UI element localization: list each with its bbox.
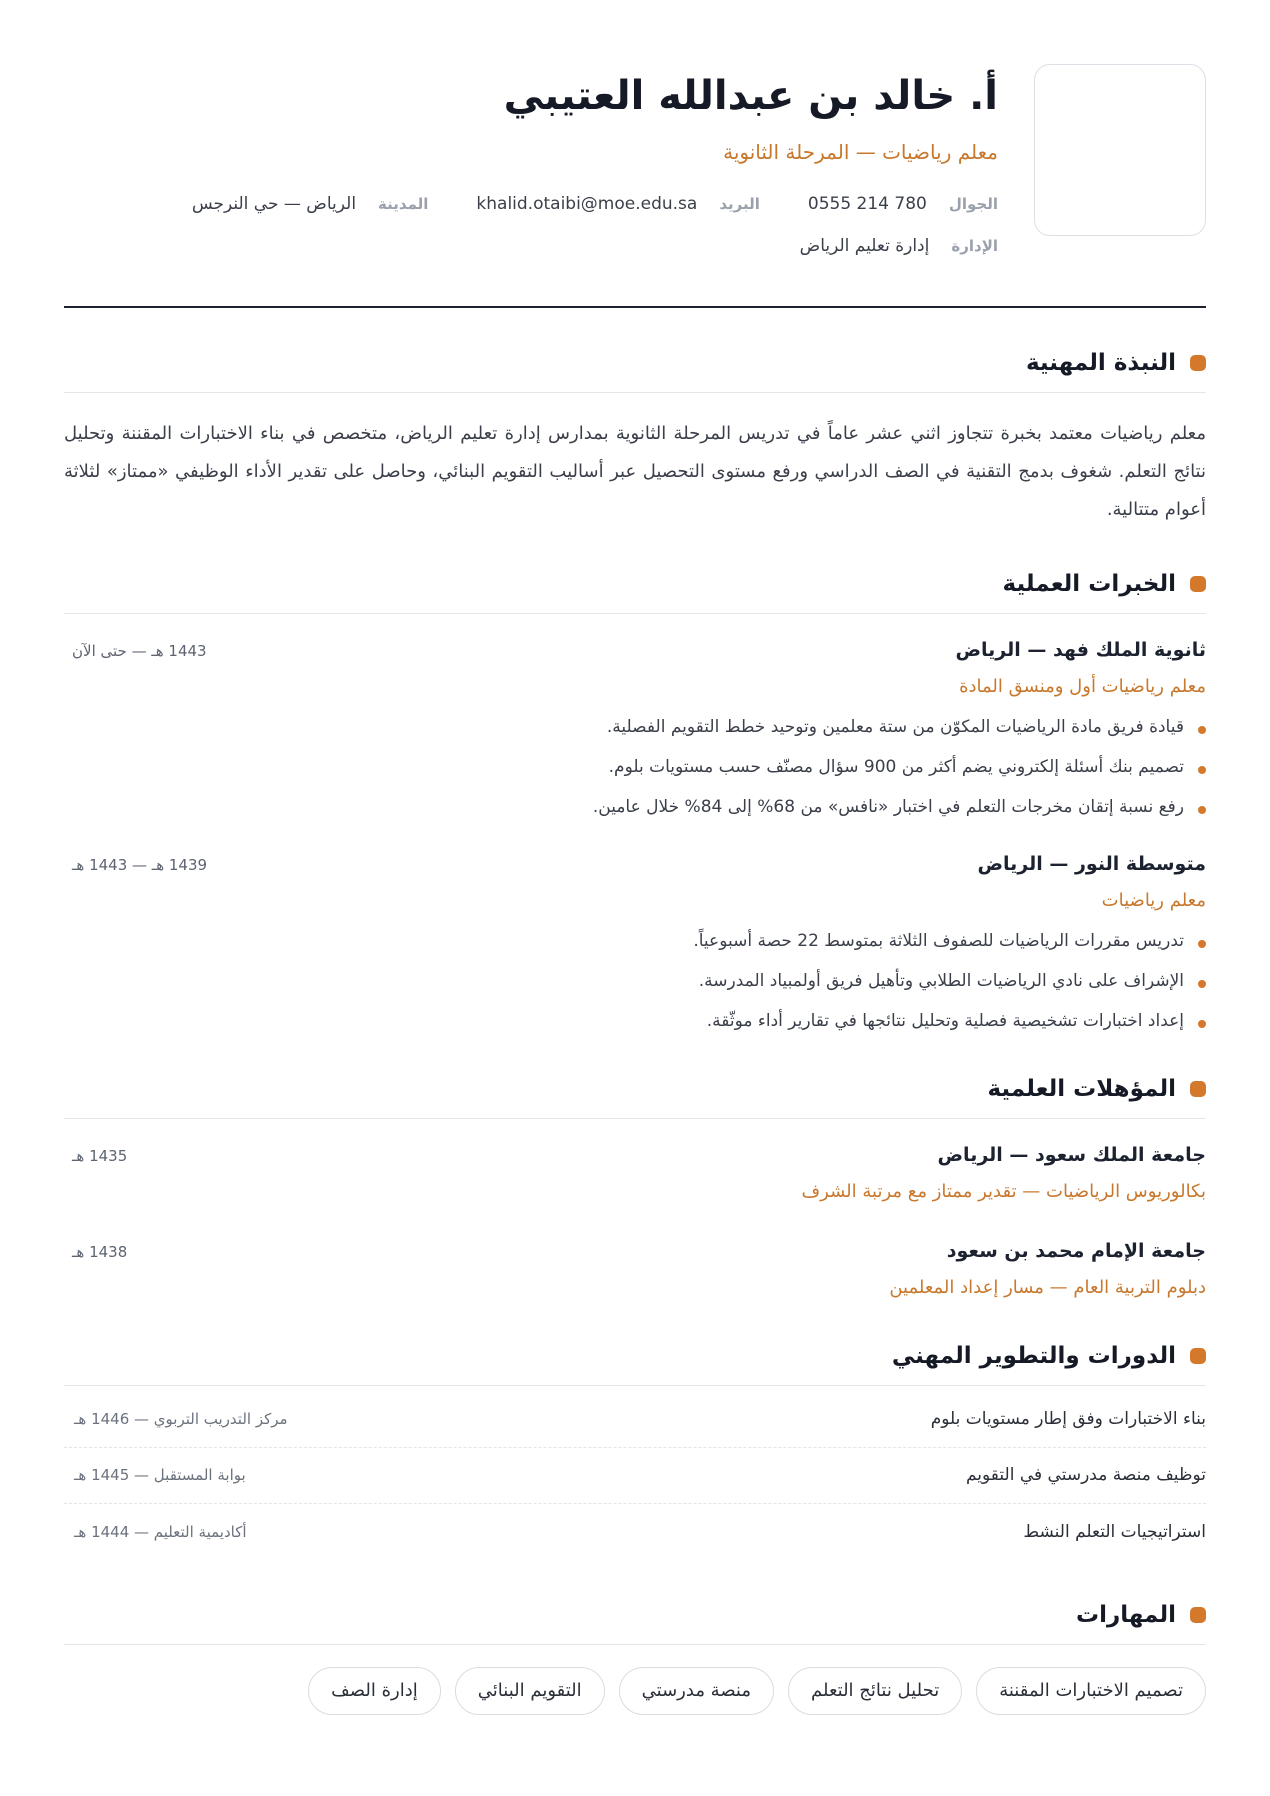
bullet-dot-icon	[1198, 766, 1206, 774]
skill-chip: تصميم الاختبارات المقننة	[976, 1667, 1206, 1715]
summary-text: معلم رياضيات معتمد بخبرة تتجاوز اثني عشر عاماً في تدريس المرحلة الثانوية بمدارس إدارة تعليم الرياض، متخصص في بناء الاختبارات المقننة وتحليل نتائج التعلم. شغوف بدمج التقنية في الصف الدراسي ورفع مستوى التحصيل عبر أساليب التقويم البنائي، وحاصل على تقدير الأداء الوظيفي «ممتاز» لثلاثة أعوام متتالية.	[64, 422, 1206, 520]
section-header	[64, 1341, 1206, 1386]
section-header	[64, 569, 1206, 614]
bullet-list	[64, 928, 1206, 1034]
course-name: استراتيجيات التعلم النشط	[1023, 1521, 1206, 1542]
section-header	[64, 1074, 1206, 1119]
contact-label: المدينة	[378, 195, 429, 213]
entry-date: 1439 هـ — 1443 هـ	[72, 855, 208, 874]
contact-row-2	[64, 234, 998, 258]
entry-top	[64, 1141, 1206, 1169]
city-value: الرياض — حي النرجس	[191, 194, 357, 214]
list-item	[64, 794, 1206, 820]
section-title: الدورات والتطوير المهني	[891, 1342, 1176, 1369]
bullet-dot-icon	[1198, 940, 1206, 948]
contact-label: الجوال	[948, 195, 998, 213]
list-item	[64, 928, 1206, 954]
resume-header	[64, 64, 1206, 306]
section-bullet-icon	[1190, 355, 1206, 371]
entry-role: معلم رياضيات	[1101, 889, 1206, 911]
skill-chip: التقويم البنائي	[455, 1667, 605, 1715]
contact-row-1	[64, 192, 998, 216]
contact-department	[800, 234, 998, 258]
education-section	[64, 1074, 1206, 1301]
list-item	[64, 968, 1206, 994]
skill-chip: إدارة الصف	[308, 1667, 441, 1715]
section-bullet-icon	[1190, 1348, 1206, 1364]
contact-phone	[808, 192, 998, 216]
courses-section	[64, 1341, 1206, 1560]
bullet-list	[64, 714, 1206, 820]
list-item	[64, 754, 1206, 780]
skill-chip: تحليل نتائج التعلم	[788, 1667, 962, 1715]
section-bullet-icon	[1190, 1607, 1206, 1623]
contact-city	[192, 192, 429, 216]
bullet-text: تدريس مقررات الرياضيات للصفوف الثلاثة بمتوسط 22 حصة أسبوعياً.	[693, 930, 1184, 951]
entry-organization: ثانوية الملك فهد — الرياض	[955, 638, 1206, 661]
entry-institution: جامعة الإمام محمد بن سعود	[946, 1239, 1206, 1262]
entry-top	[64, 850, 1206, 878]
skill-chip: منصة مدرستي	[619, 1667, 774, 1715]
department-value: إدارة تعليم الرياض	[799, 236, 930, 256]
section-header	[64, 1600, 1206, 1645]
phone-value: 0555 214 780	[807, 194, 927, 214]
education-entry	[64, 1141, 1206, 1205]
skills-section	[64, 1600, 1206, 1715]
section-header	[64, 348, 1206, 393]
course-row	[64, 1504, 1206, 1560]
experience-entry	[64, 850, 1206, 1034]
experience-entry	[64, 636, 1206, 820]
entry-top	[64, 1237, 1206, 1265]
section-title: الخبرات العملية	[1002, 570, 1176, 597]
experience-section	[64, 569, 1206, 1034]
contact-email	[476, 192, 759, 216]
entry-role: معلم رياضيات أول ومنسق المادة	[959, 675, 1206, 697]
section-bullet-icon	[1190, 1081, 1206, 1097]
contact-label: البريد	[719, 195, 760, 213]
bullet-text: رفع نسبة إتقان مخرجات التعلم في اختبار «نافس» من 68% إلى 84% خلال عامين.	[592, 796, 1184, 817]
entry-degree: بكالوريوس الرياضيات — تقدير ممتاز مع مرتبة الشرف	[801, 1180, 1206, 1202]
bullet-dot-icon	[1198, 1020, 1206, 1028]
bullet-text: إعداد اختبارات تشخيصية فصلية وتحليل نتائجها في تقارير أداء موثّقة.	[706, 1010, 1184, 1031]
summary-section	[64, 348, 1206, 529]
bullet-text: تصميم بنك أسئلة إلكتروني يضم أكثر من 900 سؤال مصنّف حسب مستويات بلوم.	[608, 756, 1184, 777]
course-meta: بوابة المستقبل — 1445 هـ	[74, 1466, 246, 1484]
course-row	[64, 1448, 1206, 1504]
contact-label: الإدارة	[951, 237, 998, 255]
course-name: توظيف منصة مدرستي في التقويم	[965, 1465, 1206, 1485]
bullet-text: قيادة فريق مادة الرياضيات المكوّن من ستة معلمين وتوحيد خطط التقويم الفصلية.	[606, 716, 1184, 737]
entry-date: 1443 هـ — حتى الآن	[72, 641, 207, 660]
bullet-text: الإشراف على نادي الرياضيات الطلابي وتأهيل فريق أولمبياد المدرسة.	[698, 970, 1184, 991]
list-item	[64, 1008, 1206, 1034]
profile-photo-placeholder	[1034, 64, 1206, 236]
course-meta: أكاديمية التعليم — 1444 هـ	[74, 1522, 247, 1541]
course-name: بناء الاختبارات وفق إطار مستويات بلوم	[930, 1409, 1206, 1429]
list-item	[64, 714, 1206, 740]
bullet-dot-icon	[1198, 980, 1206, 988]
entry-date: 1435 هـ	[72, 1146, 128, 1165]
course-meta: مركز التدريب التربوي — 1446 هـ	[74, 1410, 288, 1428]
entry-date: 1438 هـ	[72, 1242, 128, 1261]
course-row	[64, 1392, 1206, 1448]
entry-top	[64, 636, 1206, 664]
section-title: المهارات	[1076, 1601, 1176, 1628]
section-bullet-icon	[1190, 576, 1206, 592]
bullet-dot-icon	[1198, 806, 1206, 814]
entry-institution: جامعة الملك سعود — الرياض	[937, 1143, 1206, 1166]
email-value[interactable]: khalid.otaibi@moe.edu.sa	[476, 194, 698, 214]
entry-organization: متوسطة النور — الرياض	[977, 852, 1206, 875]
person-name: أ. خالد بن عبدالله العتيبي	[503, 73, 998, 119]
header-divider	[64, 306, 1206, 308]
header-info	[64, 64, 998, 276]
education-entry	[64, 1237, 1206, 1301]
bullet-dot-icon	[1198, 726, 1206, 734]
job-title: معلم رياضيات — المرحلة الثانوية	[723, 140, 998, 164]
skills-list	[64, 1667, 1206, 1715]
section-title: المؤهلات العلمية	[987, 1075, 1176, 1102]
entry-degree: دبلوم التربية العام — مسار إعداد المعلمين	[889, 1276, 1206, 1298]
section-title: النبذة المهنية	[1025, 349, 1176, 376]
